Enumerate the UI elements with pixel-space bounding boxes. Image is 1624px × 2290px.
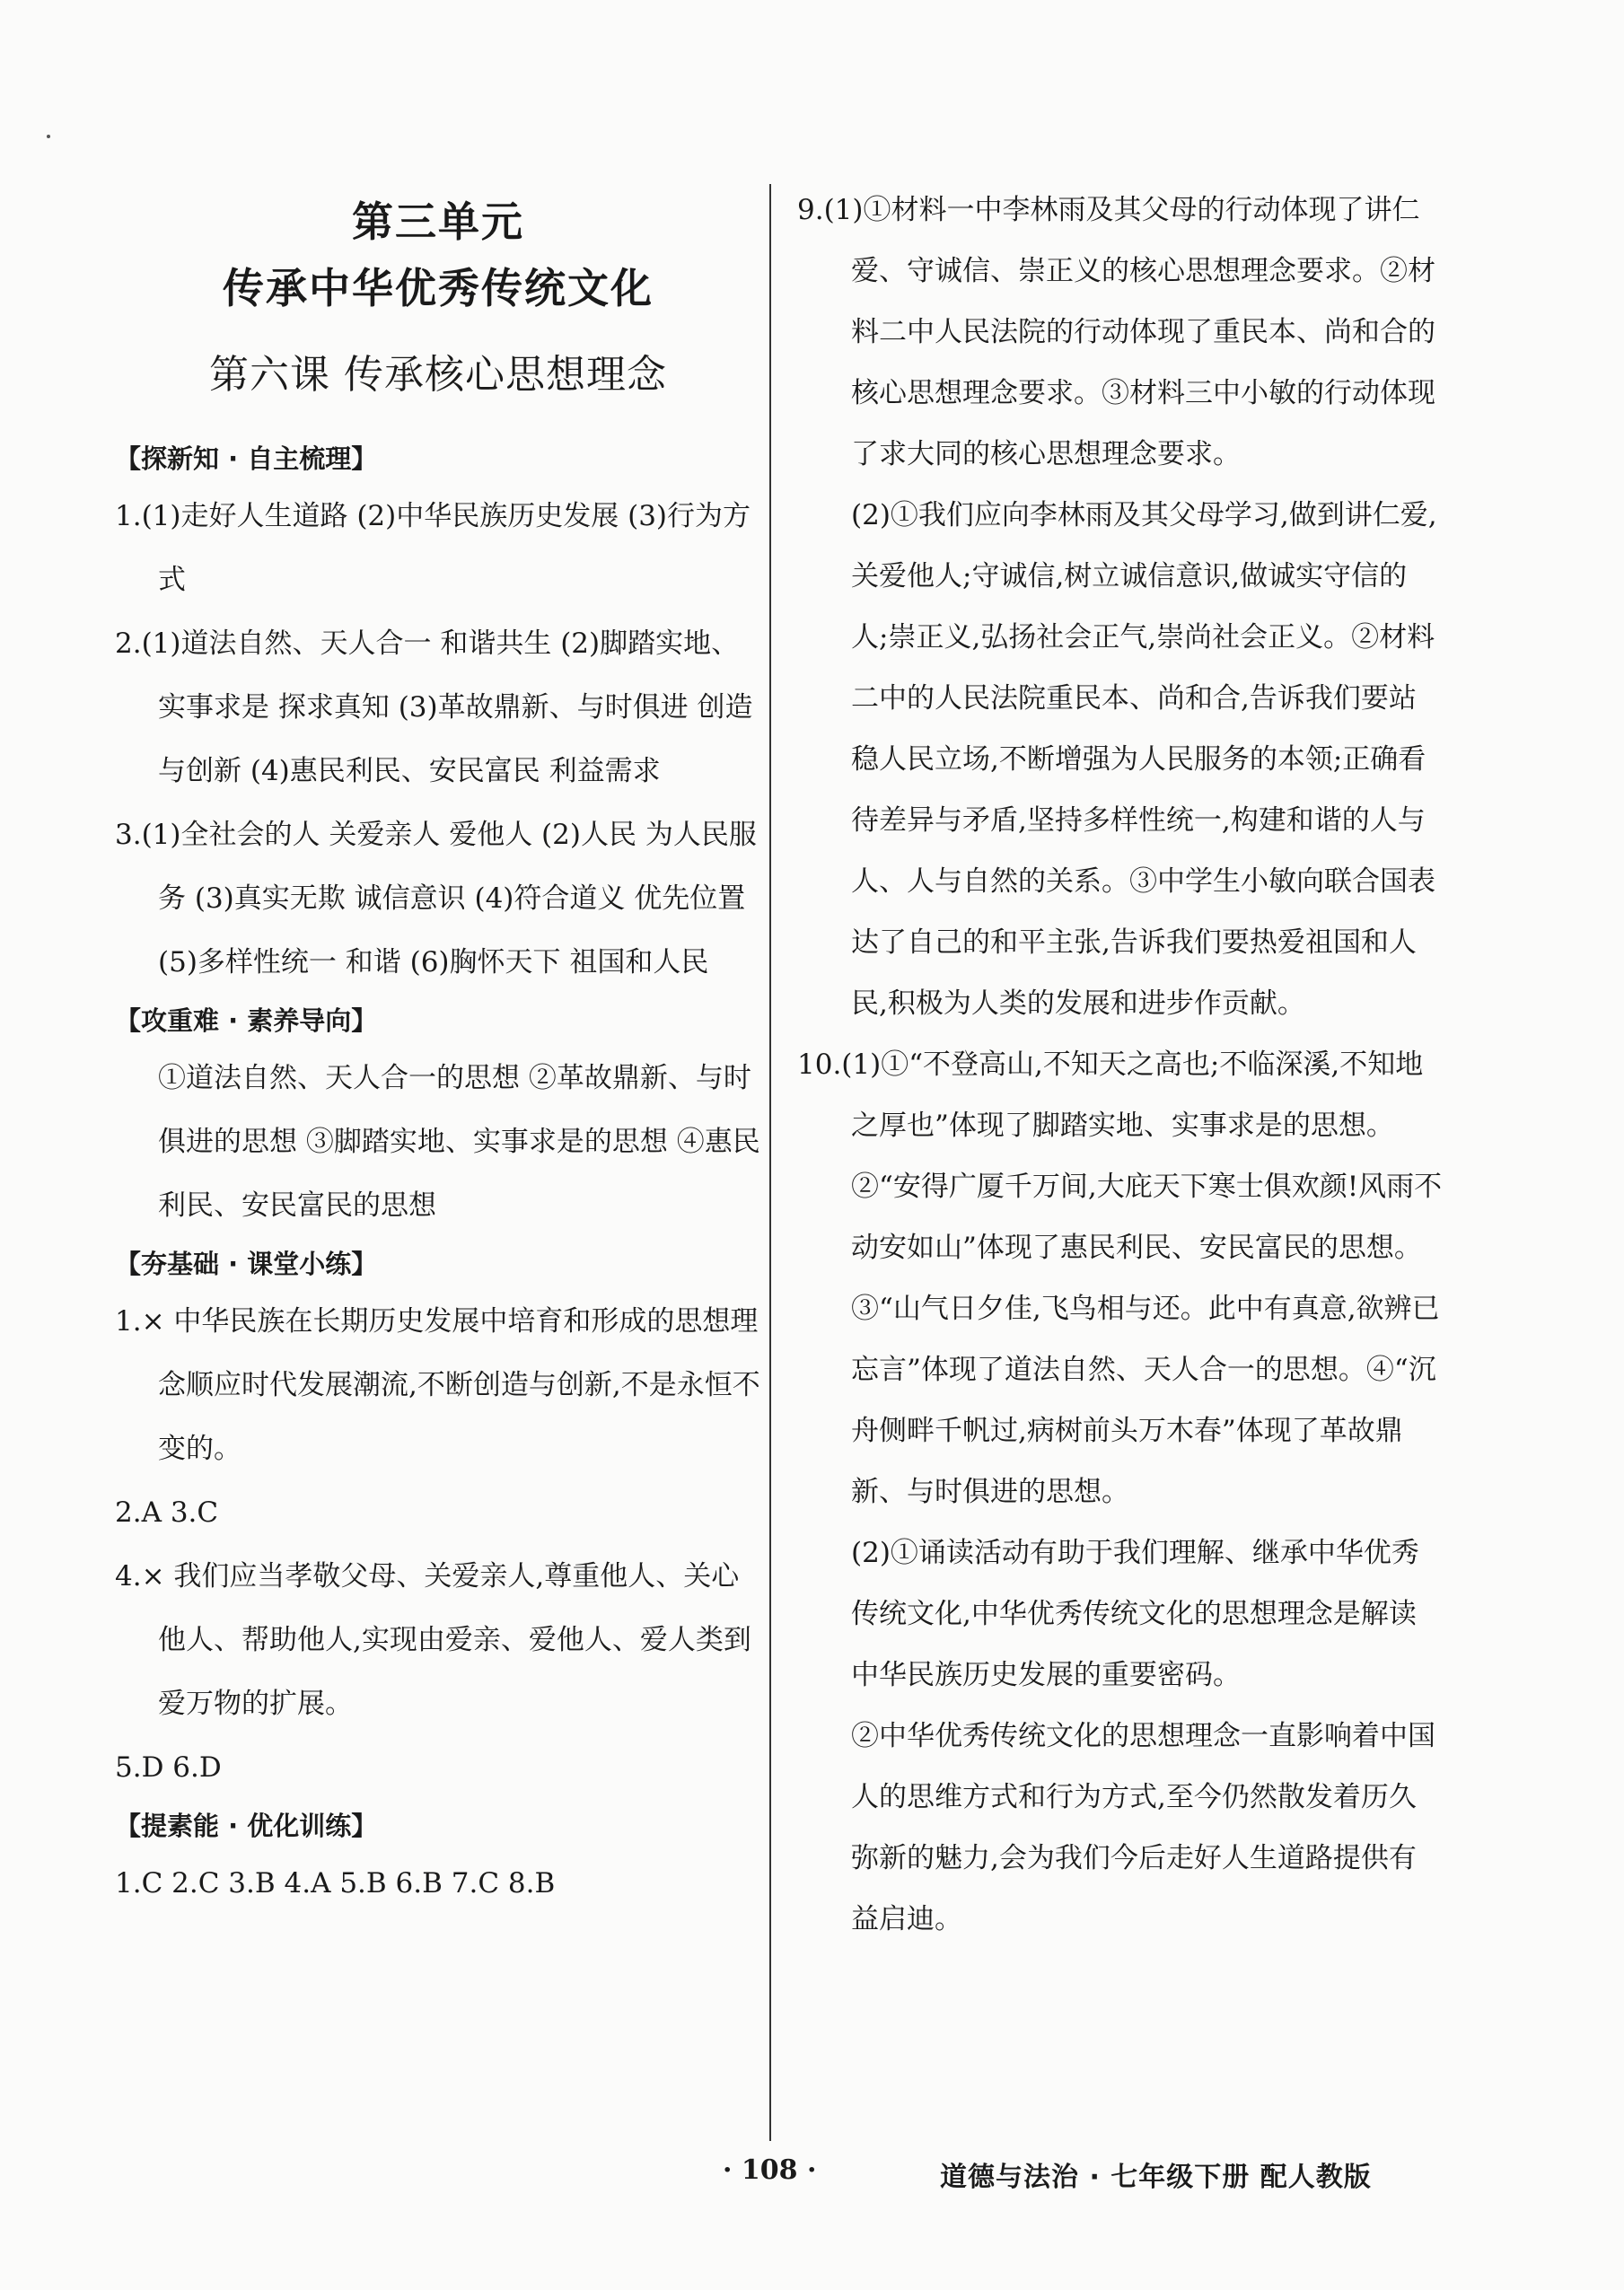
page-footer bbox=[0, 2154, 1624, 2208]
page-number: · 108 · bbox=[723, 2154, 817, 2186]
answer-item: 1.× 中华民族在长期历史发展中培育和形成的思想理念顺应时代发展潮流,不断创造与创新,不是永恒不变的。 bbox=[115, 1305, 760, 1465]
answer-item: 1.(1)走好人生道路 (2)中华民族历史发展 (3)行为方式 bbox=[115, 500, 751, 596]
lesson-title: 第六课 传承核心思想理念 bbox=[209, 352, 667, 398]
answer-q10-part2b: ②中华优秀传统文化的思想理念一直影响着中国人的思维方式和行为方式,至今仍然散发着历久弥新的魅力,会为我们今后走好人生道路提供有益启迪。 bbox=[851, 1720, 1435, 1935]
answer-q10-part1: 10.(1)①“不登高山,不知天之高也;不临深溪,不知地之厚也”体现了脚踏实地、实事求是的思想。②“安得广厦千万间,大庇天下寒士俱欢颜!风雨不动安如山”体现了惠民利民、安民富民的思想。③“山气日夕佳,飞鸟相与还。此中有真意,欲辨已忘言”体现了道法自然、天人合一的思想。④“沉舟侧畔千帆过,病树前头万木春”体现了革故鼎新、与时俱进的思想。 bbox=[797, 1048, 1443, 1508]
answer-item: 2.(1)道法自然、天人合一 和谐共生 (2)脚踏实地、实事求是 探求真知 (3)革故鼎新、与时俱进 创造与创新 (4)惠民利民、安民富民 利益需求 bbox=[115, 627, 753, 787]
scan-speck bbox=[47, 135, 50, 138]
section-title-basics: 【夯基础 · 课堂小练】 bbox=[115, 1249, 378, 1279]
key-points-text: ①道法自然、天人合一的思想 ②革故鼎新、与时俱进的思想 ③脚踏实地、实事求是的思想 ④惠民利民、安民富民的思想 bbox=[158, 1062, 760, 1222]
answer-q10-part2a: (2)①诵读活动有助于我们理解、继承中华优秀传统文化,中华优秀传统文化的思想理念是解读中华民族历史发展的重要密码。 bbox=[851, 1537, 1419, 1691]
answer-item: 3.(1)全社会的人 关爱亲人 爱他人 (2)人民 为人民服务 (3)真实无欺 诚信意识 (4)符合道义 优先位置 (5)多样性统一 和谐 (6)胸怀天下 祖国和人民 bbox=[115, 819, 757, 978]
left-column bbox=[115, 189, 761, 1916]
answer-item: 5.D 6.D bbox=[115, 1751, 222, 1784]
section-title-key-points: 【攻重难 · 素养导向】 bbox=[115, 1005, 378, 1036]
answer-q9-part2: (2)①我们应向李林雨及其父母学习,做到讲仁爱,关爱他人;守诚信,树立诚信意识,做诚实守信的人;崇正义,弘扬社会正气,崇尚社会正义。②材料二中的人民法院重民本、尚和合,告诉我们要站稳人民立场,不断增强为人民服务的本领;正确看待差异与矛盾,坚持多样性统一,构建和谐的人与人、人与自然的关系。③中学生小敏向联合国表达了自己的和平主张,告诉我们要热爱祖国和人民,积极为人类的发展和进步作贡献。 bbox=[851, 499, 1437, 1020]
section-title-explore: 【探新知 · 自主梳理】 bbox=[115, 443, 378, 474]
answer-item: 2.A 3.C bbox=[115, 1496, 219, 1529]
answer-item: 4.× 我们应当孝敬父母、关爱亲人,尊重他人、关心他人、帮助他人,实现由爱亲、爱他人、爱人类到爱万物的扩展。 bbox=[115, 1560, 751, 1720]
right-column bbox=[797, 180, 1444, 1950]
section-title-training: 【提素能 · 优化训练】 bbox=[115, 1811, 378, 1841]
book-name: 道德与法治 · 七年级下册 配人教版 bbox=[940, 2162, 1372, 2193]
column-divider bbox=[769, 184, 771, 2141]
answer-q9-part1: 9.(1)①材料一中李林雨及其父母的行动体现了讲仁爱、守诚信、崇正义的核心思想理念要求。②材料二中人民法院的行动体现了重民本、尚和合的核心思想理念要求。③材料三中小敏的行动体现了求大同的核心思想理念要求。 bbox=[797, 194, 1435, 470]
unit-title: 第三单元 bbox=[352, 197, 524, 246]
unit-subtitle: 传承中华优秀传统文化 bbox=[223, 264, 654, 312]
answer-item: 1.C 2.C 3.B 4.A 5.B 6.B 7.C 8.B bbox=[115, 1867, 556, 1900]
